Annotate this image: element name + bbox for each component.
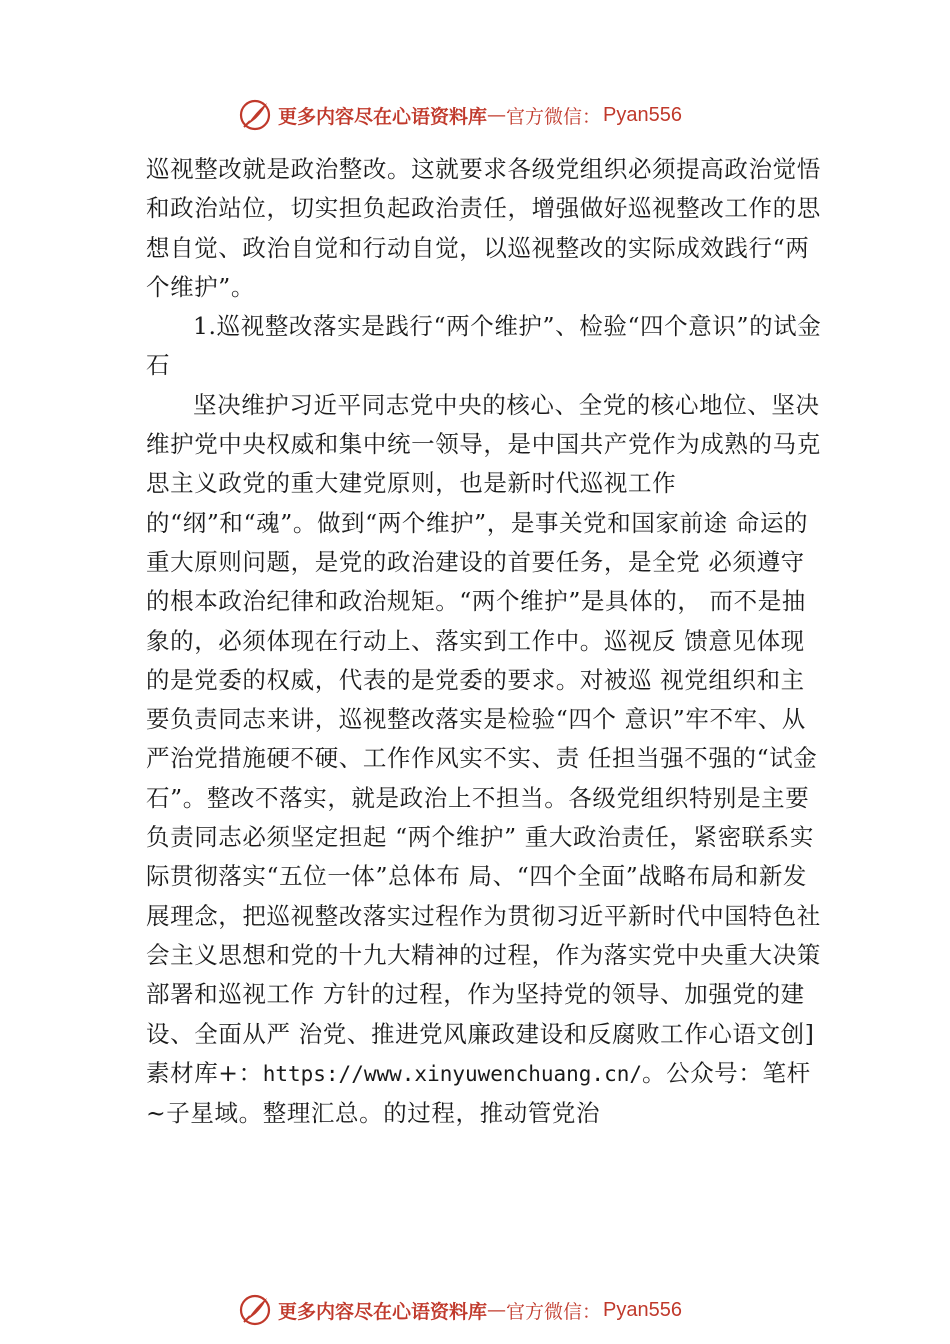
paragraph-main-tail: 。公众号：笔杆~子星域。整理汇总。的过程，推动管党治: [146, 1058, 811, 1128]
banner-dash: —: [487, 1299, 507, 1321]
banner-dash: —: [487, 104, 507, 126]
banner-wechat-label: 官方微信：: [506, 105, 602, 128]
banner-wechat-id: Pyan556: [603, 103, 682, 126]
banner-title: 更多内容尽在心语资料库: [278, 1300, 488, 1323]
feather-pen-logo-icon: [238, 98, 272, 132]
section-heading: 1.巡视整改落实是践行“两个维护”、检验“四个意识”的试金石: [146, 312, 822, 380]
paragraph-main: [146, 386, 826, 1134]
paragraph-intro: 巡视整改就是政治整改。这就要求各级党组织必须提高政治觉悟和政治站位，切实担负起政治责任，增强做好巡视整改工作的思想自觉、政治自觉和行动自觉，以巡视整改的实际成效践行“两个维护”。: [146, 155, 821, 301]
banner-title: 更多内容尽在心语资料库: [278, 105, 488, 128]
footer-watermark-banner: [238, 1290, 738, 1330]
header-watermark-banner: [238, 95, 738, 135]
document-body: [146, 150, 826, 1133]
banner-wechat-label: 官方微信：: [506, 1300, 602, 1323]
banner-wechat-id: Pyan556: [603, 1298, 682, 1321]
paragraph-main-text: 坚决维护习近平同志党中央的核心、全党的核心地位、坚决维护党中央权威和集中统一领导，是中国共产党作为成熟的马克思主义政党的重大建党原则，也是新时代巡视工作的“纲”和“魂”。做到“两个维护”，是事关党和国家前途 命运的重大原则问题，是党的政治建设的首要任务，是全党 必须遵守的根本政治纪律和政治规矩。“两个维护”是具体的， 而不是抽象的，必须体现在行动上、落实到工作中。巡视反 馈意见体现的是党委的权威，代表的是党委的要求。对被巡 视党组织和主要负责同志来讲，巡视整改落实是检验“四个 意识”牢不牢、从严治党措施硬不硬、工作作风实不实、责 任担当强不强的“试金石”。整改不落实，就是政治上不担当。各级党组织特别是主要负责同志必须坚定担起 “两个维护” 重大政治责任，紧密联系实际贯彻落实“五位一体”总体布 局、“四个全面”战略布局和新发展理念，把巡视整改落实过程作为贯彻习近平新时代中国特色社会主义思想和党的十九大精神的过程，作为落实党中央重大决策部署和巡视工作 方针的过程，作为坚持党的领导、加强党的建设、全面从严 治党、推进党风廉政建设和反腐败工作心语文创]素材库+：: [146, 390, 821, 1087]
website-url: https://www.xinyuwenchuang.cn/: [262, 1061, 642, 1086]
feather-pen-logo-icon: [238, 1293, 272, 1327]
